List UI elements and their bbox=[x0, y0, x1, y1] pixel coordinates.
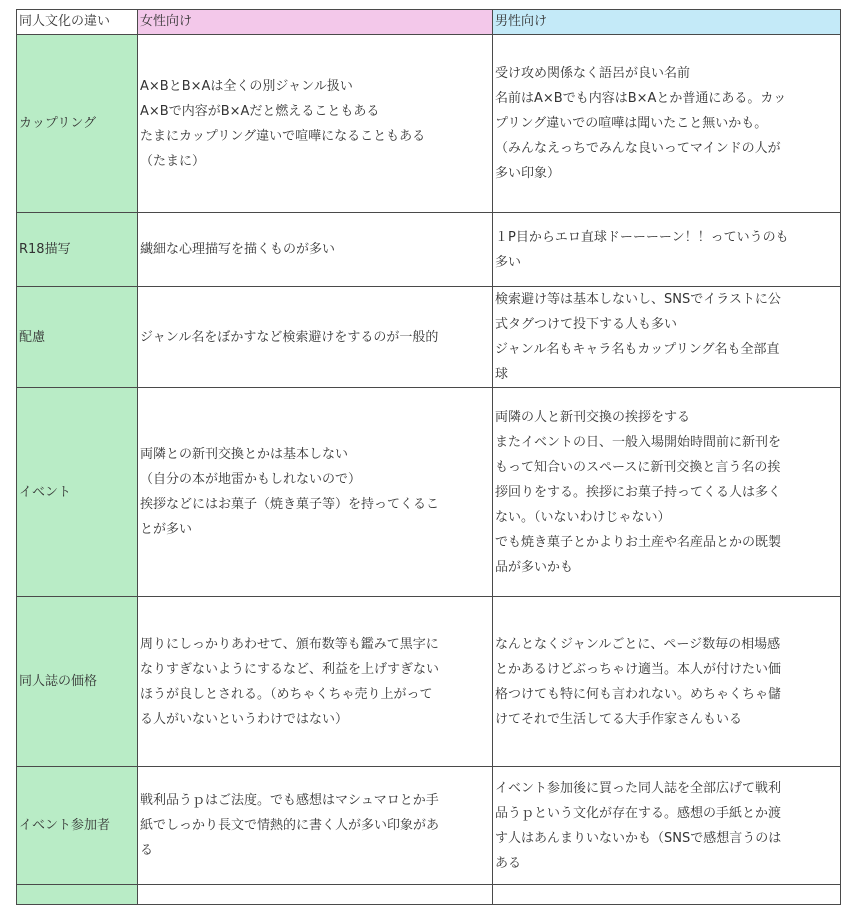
cell-text-line: る人がいないというわけではない） bbox=[140, 711, 349, 727]
cell-text-line: A×BとB×Aは全くの別ジャンル扱い bbox=[140, 78, 353, 94]
cell-text-line: たまにカップリング違いで喧嘩になることもある bbox=[140, 128, 426, 144]
header-row bbox=[17, 10, 841, 35]
topic-cell: R18描写 bbox=[17, 213, 138, 287]
table-row bbox=[17, 388, 841, 597]
cell-text-line: けてそれで生活してる大手作家さんもいる bbox=[495, 711, 743, 727]
cell-text-line: A×Bで内容がB×Aだと燃えることもある bbox=[140, 103, 380, 119]
topic-cell: カップリング bbox=[17, 35, 138, 213]
cell-text-line: 多い bbox=[495, 254, 522, 270]
cell-text-line: なんとなくジャンルごとに、ページ数毎の相場感 bbox=[495, 636, 781, 652]
cell-text-line: 球 bbox=[495, 367, 509, 382]
cell-text-line: 繊細な心理描写を描くものが多い bbox=[140, 242, 336, 257]
table-row bbox=[17, 213, 841, 287]
cell-text-line: る bbox=[140, 843, 154, 858]
cell-text-line: す人はあんまりいないかも（SNSで感想言うのは bbox=[495, 830, 782, 846]
comparison-table bbox=[16, 9, 841, 905]
female-cell bbox=[138, 35, 493, 213]
cell-text-line: ジャンル名をぼかすなど検索避けをするのが一般的 bbox=[140, 329, 439, 345]
female-cell bbox=[138, 287, 493, 388]
cell-text-line: 両隣との新刊交換とかは基本しない bbox=[140, 447, 349, 462]
cell-text-line: でも焼き菓子とかよりお土産や名産品とかの既製 bbox=[495, 534, 782, 550]
cell-text-line: 両隣の人と新刊交換の挨拶をする bbox=[495, 409, 691, 425]
cell-text-line: （みんなえっちでみんな良いってマインドの人が bbox=[495, 141, 781, 156]
header-male: 男性向け bbox=[493, 10, 841, 35]
table-row bbox=[17, 287, 841, 388]
cell-text-line: 式タグつけて投下する人も多い bbox=[495, 317, 678, 332]
empty-cell bbox=[138, 885, 493, 905]
male-cell bbox=[493, 213, 841, 287]
cell-text-line: １P目からエロ直球ドーーーーン！！っていうのも bbox=[495, 229, 789, 245]
male-cell bbox=[493, 35, 841, 213]
topic-cell: 同人誌の価格 bbox=[17, 597, 138, 767]
cell-text-line: 周りにしっかりあわせて、頒布数等も鑑みて黒字に bbox=[140, 636, 439, 652]
cell-text-line: 品が多いかも bbox=[495, 559, 574, 575]
cell-text-line: とが多い bbox=[140, 522, 193, 537]
cell-text-line: 挨拶などにはお菓子（焼き菓子等）を持ってくるこ bbox=[140, 497, 440, 512]
cell-text-line: 多い印象） bbox=[495, 166, 561, 181]
cell-text-line: もって知合いのスペースに新刊交換と言う名の挨 bbox=[495, 459, 781, 475]
topic-cell: 配慮 bbox=[17, 287, 138, 388]
female-cell bbox=[138, 388, 493, 597]
table-row bbox=[17, 767, 841, 885]
cell-text-line: 受け攻め関係なく語呂が良い名前 bbox=[495, 66, 691, 81]
empty-cell bbox=[17, 885, 138, 905]
male-cell bbox=[493, 287, 841, 388]
header-topic: 同人文化の違い bbox=[17, 10, 138, 35]
topic-cell: イベント bbox=[17, 388, 138, 597]
cell-text-line: ほうが良しとされる。（めちゃくちゃ売り上がって bbox=[140, 686, 433, 702]
empty-cell bbox=[493, 885, 841, 905]
cell-text-line: ジャンル名もキャラ名もカップリング名も全部直 bbox=[495, 342, 780, 357]
cell-text-line: イベント参加後に買った同人誌を全部広げて戦利 bbox=[495, 780, 782, 796]
cell-text-line: （たまに） bbox=[140, 153, 206, 169]
cell-text-line: ある bbox=[495, 855, 522, 871]
female-cell bbox=[138, 767, 493, 885]
table-row bbox=[17, 885, 841, 905]
topic-cell: イベント参加者 bbox=[17, 767, 138, 885]
cell-text-line: 格つけても特に何も言われない。めちゃくちゃ儲 bbox=[495, 686, 782, 702]
cell-text-line: 拶回りをする。挨拶にお菓子持ってくる人は多く bbox=[495, 484, 782, 500]
male-cell bbox=[493, 597, 841, 767]
female-cell bbox=[138, 597, 493, 767]
cell-text-line: プリング違いでの喧嘩は聞いたこと無いかも。 bbox=[495, 116, 768, 131]
cell-text-line: なりすぎないようにするなど、利益を上げすぎない bbox=[140, 661, 440, 677]
male-cell bbox=[493, 388, 841, 597]
cell-text-line: 名前はA×Bでも内容はB×Aとか普通にある。カッ bbox=[495, 91, 787, 106]
header-female: 女性向け bbox=[138, 10, 493, 35]
cell-text-line: 検索避け等は基本しないし、SNSでイラストに公 bbox=[495, 292, 781, 307]
male-cell bbox=[493, 767, 841, 885]
table-row bbox=[17, 597, 841, 767]
cell-text-line: 紙でしっかり長文で情熱的に書く人が多い印象があ bbox=[140, 818, 440, 833]
cell-text-line: とかあるけどぶっちゃけ適当。本人が付けたい価 bbox=[495, 661, 782, 677]
cell-text-line: 戦利品うｐはご法度。でも感想はマシュマロとか手 bbox=[140, 793, 439, 808]
cell-text-line: （自分の本が地雷かもしれないので） bbox=[140, 472, 362, 487]
cell-text-line: またイベントの日、一般入場開始時間前に新刊を bbox=[495, 434, 782, 450]
cell-text-line: ない。（いないわけじゃない） bbox=[495, 509, 671, 525]
cell-text-line: 品うｐという文化が存在する。感想の手紙とか渡 bbox=[495, 805, 782, 821]
female-cell bbox=[138, 213, 493, 287]
table-row bbox=[17, 35, 841, 213]
